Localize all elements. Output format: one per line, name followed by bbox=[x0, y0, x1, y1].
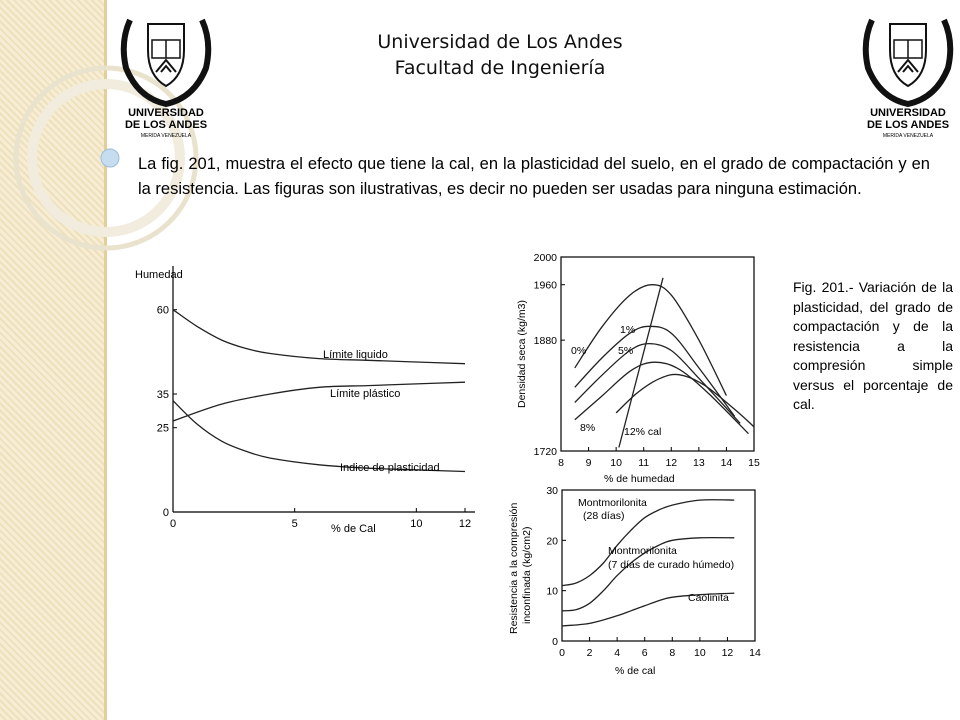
chart-plasticity bbox=[135, 262, 480, 532]
y-tick-label: 25 bbox=[156, 422, 169, 435]
x-axis-title: % de cal bbox=[615, 665, 656, 677]
series-label-montmorilonita-7-sub: (7 días de curado húmedo) bbox=[608, 559, 735, 571]
y-tick-label: 35 bbox=[156, 389, 169, 401]
x-tick-label: 13 bbox=[693, 457, 705, 469]
y-axis-title: Humedad bbox=[135, 269, 183, 281]
x-tick-label: 14 bbox=[749, 647, 761, 659]
series-line-limite-plastico bbox=[173, 382, 465, 421]
x-tick-label: 14 bbox=[720, 457, 733, 469]
x-axis-title: % de humedad bbox=[604, 473, 675, 484]
annotation-0-percent: 0% bbox=[571, 345, 587, 357]
x-tick-label: 4 bbox=[614, 647, 621, 659]
annotation-1-percent: 1% bbox=[620, 324, 636, 336]
x-tick-label: 15 bbox=[748, 457, 760, 469]
y-axis-title: Densidad seca (kg/m3) bbox=[516, 300, 528, 408]
y-tick-label: 30 bbox=[546, 485, 558, 497]
university-logo-right bbox=[860, 12, 956, 140]
x-tick-label: 10 bbox=[694, 647, 706, 659]
chart-density bbox=[508, 248, 770, 484]
y-tick-label: 60 bbox=[156, 304, 169, 317]
x-tick-label: 10 bbox=[410, 518, 423, 530]
y-axis-title-line1: Resistencia a la compresión bbox=[508, 502, 520, 634]
bullet-icon bbox=[101, 149, 119, 167]
body-paragraph: La fig. 201, muestra el efecto que tiene la cal, en la plasticidad del suelo, en el grado de compactación y en la resistencia. Las figuras son ilustrativas, es decir no pueden ser usadas para ninguna estimación. bbox=[138, 155, 930, 198]
series-label-indice-de-plasticidad: Indice de plasticidad bbox=[340, 462, 440, 474]
chart-strength bbox=[505, 484, 770, 684]
y-tick-label: 1960 bbox=[533, 279, 557, 292]
series-line-indice-de-plasticidad bbox=[173, 401, 465, 472]
x-tick-label: 8 bbox=[669, 647, 676, 659]
x-tick-label: 0 bbox=[169, 518, 177, 530]
series-label-limite-plastico: Límite plástico bbox=[330, 388, 401, 400]
series-label-montmorilonita-28-sub: (28 días) bbox=[583, 510, 625, 522]
y-axis-title-line2: inconfinada (kg/cm2) bbox=[521, 526, 533, 624]
x-tick-label: 0 bbox=[559, 647, 565, 659]
annotation-5-percent: 5% bbox=[618, 345, 634, 357]
x-tick-label: 12 bbox=[721, 647, 734, 659]
x-tick-label: 2 bbox=[586, 647, 593, 659]
x-tick-label: 6 bbox=[641, 647, 648, 659]
logo-text-line2: DE LOS ANDES bbox=[866, 119, 950, 131]
series-label-montmorilonita-7: Montmorilonita bbox=[608, 545, 677, 557]
annotation-8-percent: 8% bbox=[580, 422, 596, 434]
x-axis-title: % de Cal bbox=[331, 523, 376, 532]
y-tick-label: 0 bbox=[552, 636, 558, 648]
series-line-1 bbox=[575, 326, 735, 416]
x-tick-label: 10 bbox=[610, 457, 622, 469]
series-label-caolinita: Caolinita bbox=[688, 592, 729, 604]
x-tick-label: 9 bbox=[585, 457, 592, 469]
y-tick-label: 2000 bbox=[533, 252, 557, 264]
x-tick-label: 5 bbox=[291, 518, 298, 530]
logo-text-line1: UNIVERSIDAD bbox=[870, 107, 946, 119]
university-logo-left bbox=[118, 12, 214, 140]
figure-caption: Fig. 201.- Variación de la plasticidad, del grado de compactación y de la resistencia a la compresión simple versus el porcentaje de cal. bbox=[793, 279, 953, 412]
series-label-montmorilonita-28: Montmorilonita bbox=[578, 497, 647, 509]
x-tick-label: 12 bbox=[458, 518, 472, 530]
series-line-5 bbox=[575, 344, 740, 424]
y-tick-label: 1880 bbox=[533, 335, 557, 348]
x-tick-label: 11 bbox=[638, 457, 650, 469]
faculty-title: Facultad de Ingeniería bbox=[394, 57, 606, 79]
series-label-limite-liquido: Límite liquido bbox=[323, 349, 388, 361]
annotation-12-percent-cal: 12% cal bbox=[624, 426, 662, 438]
logo-text-line1: UNIVERSIDAD bbox=[128, 107, 204, 119]
logo-text-line3: MERIDA VENEZUELA bbox=[882, 133, 934, 139]
series-line-limite-liquido bbox=[173, 310, 465, 364]
y-tick-label: 0 bbox=[162, 507, 169, 519]
y-tick-label: 10 bbox=[546, 585, 558, 598]
university-title: Universidad de Los Andes bbox=[377, 31, 623, 53]
series-line-8 bbox=[575, 362, 749, 434]
logo-text-line2: DE LOS ANDES bbox=[124, 119, 208, 131]
x-tick-label: 8 bbox=[558, 457, 564, 469]
y-tick-label: 20 bbox=[546, 535, 558, 548]
logo-text-line3: MERIDA VENEZUELA bbox=[140, 133, 192, 139]
x-tick-label: 12 bbox=[665, 457, 678, 469]
y-tick-label: 1720 bbox=[533, 446, 557, 458]
